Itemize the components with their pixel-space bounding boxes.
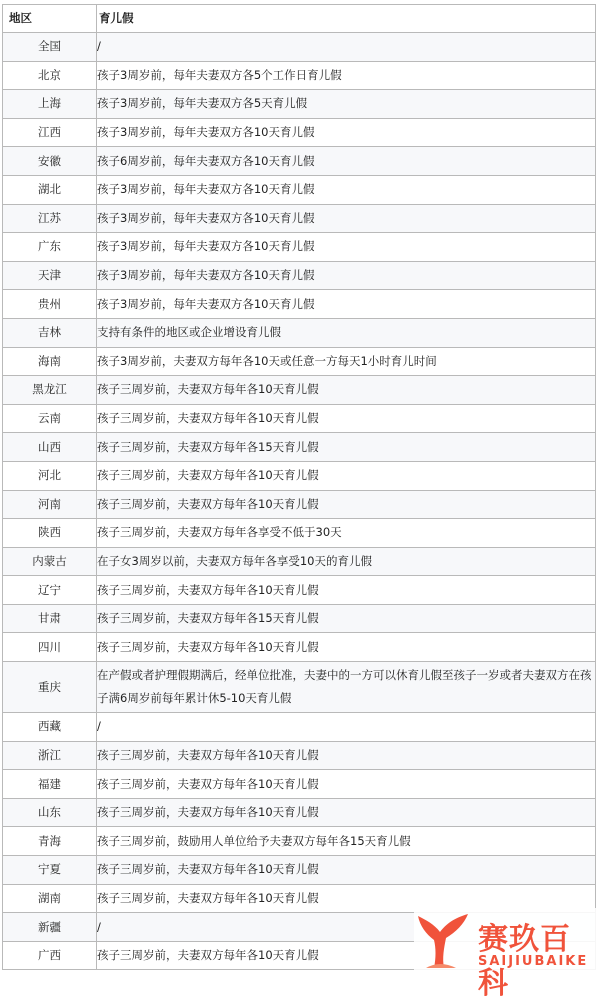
table-row bbox=[3, 118, 596, 147]
table-row bbox=[3, 404, 596, 433]
table-row bbox=[3, 147, 596, 176]
policy-cell: 孩子6周岁前，每年夫妻双方各10天育儿假 bbox=[97, 147, 596, 176]
table-row bbox=[3, 90, 596, 119]
watermark bbox=[414, 908, 598, 1001]
policy-cell: 孩子3周岁前，每年夫妻双方各10天育儿假 bbox=[97, 290, 596, 319]
region-cell: 广东 bbox=[3, 233, 97, 262]
table-row bbox=[3, 290, 596, 319]
policy-cell: / bbox=[97, 913, 596, 942]
table-row bbox=[3, 461, 596, 490]
region-cell: 贵州 bbox=[3, 290, 97, 319]
policy-cell: 孩子3周岁前，每年夫妻双方各5个工作日育儿假 bbox=[97, 61, 596, 90]
policy-cell: 孩子三周岁前，夫妻双方每年各10天育儿假 bbox=[97, 490, 596, 519]
policy-cell: 孩子3周岁前，每年夫妻双方各10天育儿假 bbox=[97, 175, 596, 204]
policy-cell: 孩子三周岁前，夫妻双方每年各享受不低于30天 bbox=[97, 519, 596, 548]
watermark-brand-en: SAIJIUBAIKE bbox=[478, 954, 589, 969]
region-cell: 内蒙古 bbox=[3, 547, 97, 576]
table-row bbox=[3, 633, 596, 662]
policy-cell: 孩子三周岁前，夫妻双方每年各15天育儿假 bbox=[97, 604, 596, 633]
table-row bbox=[3, 433, 596, 462]
region-cell: 山西 bbox=[3, 433, 97, 462]
policy-cell: 孩子三周岁前，夫妻双方每年各10天育儿假 bbox=[97, 633, 596, 662]
table-row bbox=[3, 547, 596, 576]
region-cell: 宁夏 bbox=[3, 856, 97, 885]
region-cell: 河北 bbox=[3, 461, 97, 490]
table-row bbox=[3, 490, 596, 519]
region-cell: 天津 bbox=[3, 261, 97, 290]
table-row bbox=[3, 713, 596, 742]
table-row bbox=[3, 662, 596, 713]
region-cell: 吉林 bbox=[3, 318, 97, 347]
region-cell: 甘肃 bbox=[3, 604, 97, 633]
table-row bbox=[3, 318, 596, 347]
table-row bbox=[3, 576, 596, 605]
region-cell: 福建 bbox=[3, 770, 97, 799]
policy-cell: 孩子三周岁前，夫妻双方每年各10天育儿假 bbox=[97, 461, 596, 490]
table-row bbox=[3, 261, 596, 290]
whale-tail-icon bbox=[416, 910, 470, 972]
table-row bbox=[3, 175, 596, 204]
region-cell: 广西 bbox=[3, 941, 97, 970]
table-row bbox=[3, 856, 596, 885]
policy-cell: 孩子三周岁前，夫妻双方每年各10天育儿假 bbox=[97, 884, 596, 913]
policy-cell: 在子女3周岁以前，夫妻双方每年各享受10天的育儿假 bbox=[97, 547, 596, 576]
table-row bbox=[3, 204, 596, 233]
table-row bbox=[3, 770, 596, 799]
table-row bbox=[3, 798, 596, 827]
table-row bbox=[3, 741, 596, 770]
policy-cell: 孩子3周岁前，每年夫妻双方各10天育儿假 bbox=[97, 204, 596, 233]
region-cell: 四川 bbox=[3, 633, 97, 662]
table-row bbox=[3, 604, 596, 633]
region-cell: 北京 bbox=[3, 61, 97, 90]
region-cell: 湖北 bbox=[3, 175, 97, 204]
policy-cell: 孩子三周岁前，夫妻双方每年各10天育儿假 bbox=[97, 376, 596, 405]
region-cell: 重庆 bbox=[3, 662, 97, 713]
region-cell: 青海 bbox=[3, 827, 97, 856]
policy-cell: / bbox=[97, 713, 596, 742]
policy-cell: 孩子3周岁前，每年夫妻双方各10天育儿假 bbox=[97, 261, 596, 290]
region-cell: 云南 bbox=[3, 404, 97, 433]
header-region: 地区 bbox=[3, 5, 97, 33]
region-cell: 西藏 bbox=[3, 713, 97, 742]
policy-cell: 孩子三周岁前，夫妻双方每年各10天育儿假 bbox=[97, 941, 596, 970]
policy-cell: 孩子三周岁前，鼓励用人单位给予夫妻双方每年各15天育儿假 bbox=[97, 827, 596, 856]
policy-cell: 孩子三周岁前，夫妻双方每年各10天育儿假 bbox=[97, 770, 596, 799]
table-row bbox=[3, 376, 596, 405]
region-cell: 黑龙江 bbox=[3, 376, 97, 405]
table-row bbox=[3, 61, 596, 90]
header-parental-leave: 育儿假 bbox=[97, 5, 596, 33]
table-row bbox=[3, 519, 596, 548]
table-row bbox=[3, 827, 596, 856]
policy-cell: 孩子3周岁前，每年夫妻双方各10天育儿假 bbox=[97, 233, 596, 262]
table-row bbox=[3, 33, 596, 62]
table-row bbox=[3, 347, 596, 376]
parental-leave-table bbox=[2, 4, 596, 970]
policy-cell: 孩子3周岁前，每年夫妻双方各10天育儿假 bbox=[97, 118, 596, 147]
region-cell: 新疆 bbox=[3, 913, 97, 942]
region-cell: 全国 bbox=[3, 33, 97, 62]
region-cell: 上海 bbox=[3, 90, 97, 119]
table-header-row bbox=[3, 5, 596, 33]
policy-cell: 孩子三周岁前，夫妻双方每年各15天育儿假 bbox=[97, 433, 596, 462]
policy-cell: 在产假或者护理假期满后，经单位批准，夫妻中的一方可以休育儿假至孩子一岁或者夫妻双方在孩子满6周岁前每年累计休5-10天育儿假 bbox=[97, 662, 596, 713]
policy-cell: 孩子三周岁前，夫妻双方每年各10天育儿假 bbox=[97, 741, 596, 770]
region-cell: 山东 bbox=[3, 798, 97, 827]
policy-cell: 孩子三周岁前，夫妻双方每年各10天育儿假 bbox=[97, 404, 596, 433]
policy-cell: 孩子三周岁前，夫妻双方每年各10天育儿假 bbox=[97, 856, 596, 885]
policy-cell: 孩子3周岁前，每年夫妻双方各5天育儿假 bbox=[97, 90, 596, 119]
region-cell: 陕西 bbox=[3, 519, 97, 548]
policy-cell: / bbox=[97, 33, 596, 62]
region-cell: 江西 bbox=[3, 118, 97, 147]
region-cell: 湖南 bbox=[3, 884, 97, 913]
policy-cell: 孩子3周岁前，夫妻双方每年各10天或任意一方每天1小时育儿时间 bbox=[97, 347, 596, 376]
watermark-brand-cn: 赛玖百科 bbox=[478, 922, 571, 1001]
region-cell: 安徽 bbox=[3, 147, 97, 176]
region-cell: 海南 bbox=[3, 347, 97, 376]
region-cell: 河南 bbox=[3, 490, 97, 519]
region-cell: 江苏 bbox=[3, 204, 97, 233]
policy-cell: 支持有条件的地区或企业增设育儿假 bbox=[97, 318, 596, 347]
region-cell: 辽宁 bbox=[3, 576, 97, 605]
policy-cell: 孩子三周岁前，夫妻双方每年各10天育儿假 bbox=[97, 576, 596, 605]
table-row bbox=[3, 233, 596, 262]
policy-cell: 孩子三周岁前，夫妻双方每年各10天育儿假 bbox=[97, 798, 596, 827]
region-cell: 浙江 bbox=[3, 741, 97, 770]
